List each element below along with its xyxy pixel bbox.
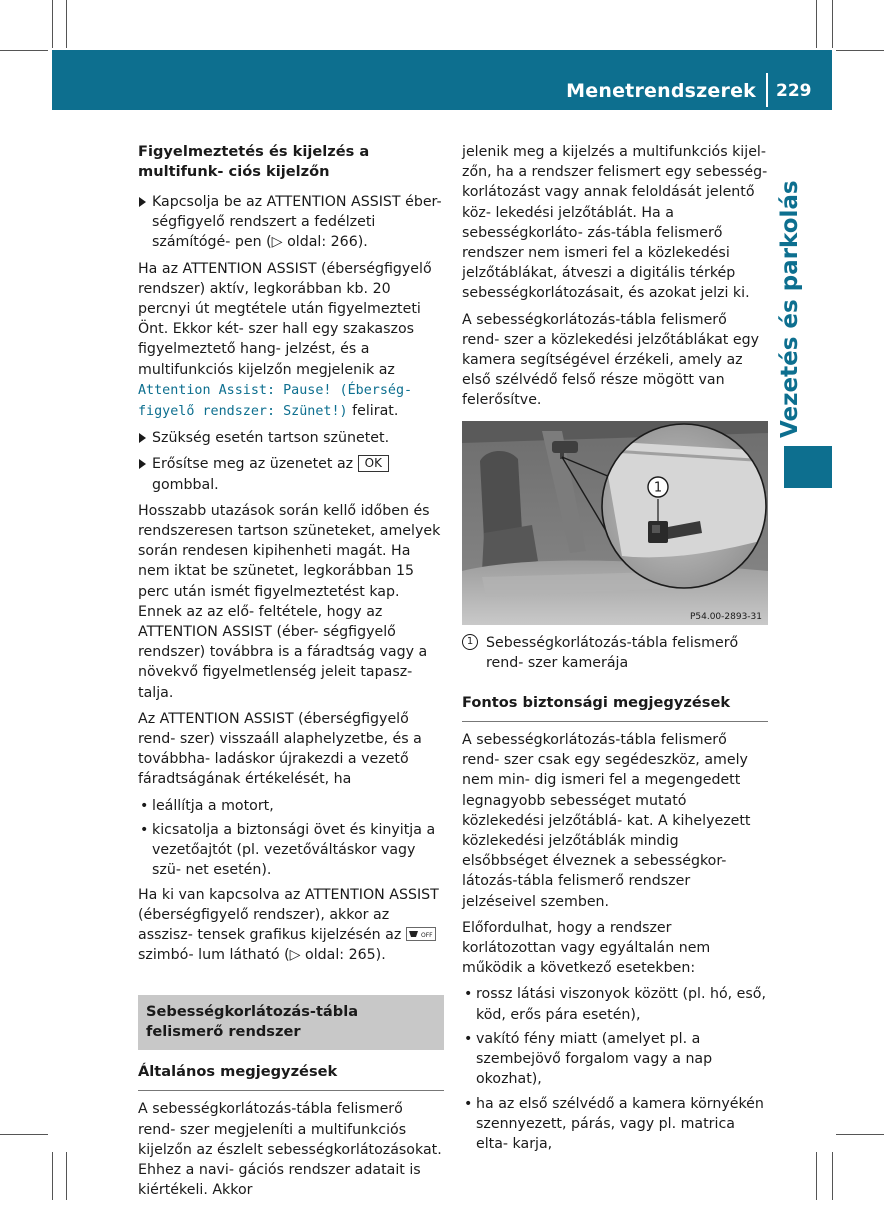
bullet-icon: • xyxy=(464,986,473,1003)
paragraph: jelenik meg a kijelzés a multifunkciós kijel- zőn, ha a rendszer felismert egy sebesség- korlátozást vagy annak feloldását jelentő köz- lekedési jelzőtáblát. Ha a sebességkorláto- zás-tábla felismerő rendszer nem ismeri fel a közlekedési jelzőtáblákat, átveszi a digitális térkép sebességkorlátozásait, és azokat jelzi ki. xyxy=(462,144,768,302)
paragraph xyxy=(138,885,444,966)
camera-figure xyxy=(462,421,768,625)
list-item-text: ha az első szélvédő a kamera környékén szennyezett, párás, vagy pl. matrica elta- karja, xyxy=(476,1095,764,1152)
section-title: Menetrendszerek xyxy=(566,80,756,102)
list-item-text: leállítja a motort, xyxy=(152,797,274,814)
list-item xyxy=(462,1029,768,1090)
figure-callout: 1 xyxy=(653,480,663,496)
step-text: Kapcsolja be az ATTENTION ASSIST éber- ségfigyelő rendszert a fedélzeti számítógé- pen (▷ oldal: 266). xyxy=(152,194,442,251)
list-item-text: rossz látási viszonyok között (pl. hó, eső, köd, erős pára esetén), xyxy=(476,986,766,1023)
list-item xyxy=(138,820,444,881)
paragraph: Előfordulhat, hogy a rendszer korlátozottan vagy egyáltalán nem működik a következő esetekben: xyxy=(462,919,711,977)
paragraph: Hosszabb utazások során kellő időben és rendszeresen tartson szüneteket, amelyek során rendesen kipihenheti magát. Ha nem iktat be szünetet, legkorábban 15 perc után ismét figyelmeztetést kap. Ennek az az elő- feltétele, hogy az ATTENTION ASSIST (éber- ségfigyelő rendszer) továbbra is a fáradtság vagy a növekvő figyelmetlenség jeleit tapasz- talja. xyxy=(138,502,441,701)
step-item xyxy=(138,428,444,448)
list-item xyxy=(462,984,768,1024)
subheading: Fontos biztonsági megjegyzések xyxy=(462,694,731,712)
crop-mark xyxy=(0,50,48,51)
divider xyxy=(462,721,768,722)
page-number: 229 xyxy=(776,81,812,101)
paragraph: Az ATTENTION ASSIST (éberségfigyelő rend- szer) visszaáll alaphelyzetbe, és a továbbha- ladáskor újrakezdi a vezető fáradtságának értékelését, ha xyxy=(138,710,422,788)
list-item xyxy=(138,796,444,816)
crop-mark xyxy=(66,0,67,48)
crop-mark xyxy=(832,0,833,48)
list-item-text: vakító fény miatt (amelyet pl. a szembejövő forgalom vagy a nap okozhat), xyxy=(476,1030,713,1088)
step-text: gombbal. xyxy=(152,476,219,493)
side-tab-label: Vezetés és parkolás xyxy=(777,180,803,438)
crop-mark xyxy=(0,1134,48,1135)
crop-mark xyxy=(836,1134,884,1135)
step-arrow-icon xyxy=(139,433,146,443)
paragraph: A sebességkorlátozás-tábla felismerő rend- szer a közlekedési jelzőtáblákat egy kamera segítségével érzékeli, amely az első szélvédő felső része mögött van felerősítve. xyxy=(462,311,760,409)
bullet-icon: • xyxy=(464,1030,473,1047)
step-arrow-icon xyxy=(139,197,146,207)
display-message: Attention Assist: Pause! (Éberség- figyelő rendszer: Szünet!) xyxy=(138,382,413,420)
crop-mark xyxy=(816,0,817,48)
subheading: Általános megjegyzések xyxy=(138,1063,338,1081)
crop-mark xyxy=(52,1152,53,1200)
callout-number: 1 xyxy=(462,634,478,650)
right-column xyxy=(462,142,768,1158)
camera-illustration xyxy=(462,421,768,625)
ok-button-symbol: OK xyxy=(358,455,389,472)
divider xyxy=(138,1090,444,1091)
bullet-icon: • xyxy=(464,1095,473,1112)
paragraph-text: Ha az ATTENTION ASSIST (éberségfigyelő rendszer) aktív, legkorábban kb. 20 percnyi út megtétele után figyelmezteti Önt. Ekkor két- szer hall egy szakaszos figyelmeztető hang- jelzést, és a multifunkciós kijelzőn megjelenik az xyxy=(138,260,432,378)
step-arrow-icon xyxy=(139,459,146,469)
step-item xyxy=(138,454,444,494)
icon-off-text: OFF xyxy=(420,931,433,939)
crop-mark xyxy=(66,1152,67,1200)
figure-caption xyxy=(462,633,768,673)
header-divider xyxy=(766,73,768,107)
paragraph xyxy=(138,259,444,423)
list-item xyxy=(462,1094,768,1155)
paragraph-text: Ha ki van kapcsolva az ATTENTION ASSIST (éberségfigyelő rendszer), akkor az asszisz- tensek grafikus kijelzésén az xyxy=(138,886,439,943)
paragraph: A sebességkorlátozás-tábla felismerő rend- szer csak egy segédeszköz, amely nem min- dig ismeri fel a megengedett legnagyobb sebességet mutató közlekedési jelzőtáblá- kat. A kihelyezett közlekedési jelzőtáblák mindig elsőbbséget élveznek a sebességkor- látozás-tábla felismerő rendszer jelzéseivel szemben. xyxy=(462,732,751,910)
bullet-icon: • xyxy=(140,797,149,814)
crop-mark xyxy=(832,1152,833,1200)
section-box-heading: Sebességkorlátozás-tábla felismerő rendszer xyxy=(138,995,444,1050)
paragraph-text: szimbó- lum látható (▷ oldal: 265). xyxy=(138,947,386,964)
caption-text: Sebességkorlátozás-tábla felismerő rend- szer kamerája xyxy=(486,634,739,671)
attention-assist-off-icon xyxy=(406,927,436,941)
left-column xyxy=(138,142,444,1206)
bullet-icon: • xyxy=(140,821,149,838)
side-tab-block xyxy=(784,446,832,488)
crop-mark xyxy=(816,1152,817,1200)
step-text: Erősítse meg az üzenetet az xyxy=(152,456,354,473)
section-heading: Figyelmeztetés és kijelzés a multifunk- ciós kijelzőn xyxy=(138,143,370,180)
list-item-text: kicsatolja a biztonsági övet és kinyitja a vezetőajtót (pl. vezetőváltáskor vagy szü- net esetén). xyxy=(152,821,436,879)
step-item xyxy=(138,192,444,253)
step-text: Szükség esetén tartson szünetet. xyxy=(152,430,390,447)
figure-code: P54.00-2893-31 xyxy=(689,611,762,622)
crop-mark xyxy=(836,50,884,51)
paragraph-text: felirat. xyxy=(352,403,399,420)
crop-mark xyxy=(52,0,53,48)
paragraph: A sebességkorlátozás-tábla felismerő rend- szer megjeleníti a multifunkciós kijelzőn az észlelt sebességkorlátozásokat. Ehhez a navi- gációs rendszer adatait is kiértékeli. Akkor xyxy=(138,1101,442,1199)
